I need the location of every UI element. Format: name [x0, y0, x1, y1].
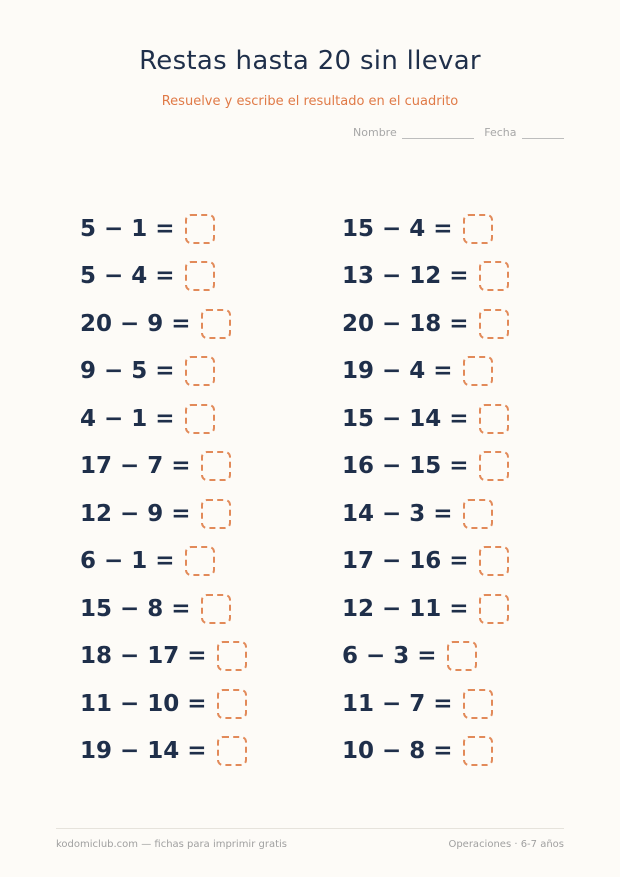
answer-box[interactable]: [479, 309, 509, 339]
name-date-fields: [353, 126, 564, 139]
problem-row: [342, 253, 509, 301]
right-problem-column: [342, 205, 509, 775]
answer-box[interactable]: [447, 641, 477, 671]
answer-box[interactable]: [463, 214, 493, 244]
problem-text: 9 − 5 =: [80, 358, 175, 385]
answer-box[interactable]: [479, 546, 509, 576]
answer-box[interactable]: [217, 689, 247, 719]
problem-text: 5 − 4 =: [80, 263, 175, 290]
problem-row: [80, 680, 247, 728]
problem-text: 11 − 10 =: [80, 690, 207, 717]
problem-row: [80, 538, 247, 586]
page-subtitle: Resuelve y escribe el resultado en el cuadrito: [161, 94, 459, 109]
problem-text: 10 − 8 =: [342, 738, 453, 765]
problem-row: [342, 490, 509, 538]
problem-text: 20 − 9 =: [80, 310, 191, 337]
answer-box[interactable]: [185, 356, 215, 386]
problem-text: 11 − 7 =: [342, 690, 453, 717]
name-label: Nombre: [353, 126, 397, 139]
footer-site-text: kodomiclub.com — fichas para imprimir gratis: [56, 839, 288, 850]
problem-row: [342, 680, 509, 728]
answer-box[interactable]: [201, 451, 231, 481]
answer-box[interactable]: [463, 356, 493, 386]
footer-divider: [56, 828, 564, 829]
problem-row: [342, 538, 509, 586]
problem-text: 20 − 18 =: [342, 310, 469, 337]
problem-text: 17 − 16 =: [342, 548, 469, 575]
problem-text: 15 − 14 =: [342, 405, 469, 432]
problem-text: 6 − 3 =: [342, 643, 437, 670]
answer-box[interactable]: [479, 404, 509, 434]
problem-text: 19 − 14 =: [80, 738, 207, 765]
problem-row: [342, 300, 509, 348]
problem-row: [80, 585, 247, 633]
problem-row: [80, 490, 247, 538]
answer-box[interactable]: [185, 214, 215, 244]
date-label: Fecha: [484, 126, 517, 139]
problem-row: [80, 633, 247, 681]
answer-box[interactable]: [463, 736, 493, 766]
answer-box[interactable]: [185, 261, 215, 291]
problem-text: 15 − 4 =: [342, 215, 453, 242]
answer-box[interactable]: [185, 546, 215, 576]
problem-text: 14 − 3 =: [342, 500, 453, 527]
left-problem-column: [80, 205, 247, 775]
problem-row: [342, 205, 509, 253]
answer-box[interactable]: [479, 261, 509, 291]
answer-box[interactable]: [201, 499, 231, 529]
problem-text: 15 − 8 =: [80, 595, 191, 622]
problem-row: [342, 348, 509, 396]
name-field[interactable]: [353, 126, 474, 139]
problem-text: 5 − 1 =: [80, 215, 175, 242]
answer-box[interactable]: [479, 594, 509, 624]
answer-box[interactable]: [217, 641, 247, 671]
problem-text: 16 − 15 =: [342, 453, 469, 480]
name-line: [402, 128, 474, 139]
problem-text: 13 − 12 =: [342, 263, 469, 290]
answer-box[interactable]: [201, 594, 231, 624]
problem-text: 6 − 1 =: [80, 548, 175, 575]
answer-box[interactable]: [463, 499, 493, 529]
problem-row: [342, 585, 509, 633]
problem-text: 4 − 1 =: [80, 405, 175, 432]
page-title: Restas hasta 20 sin llevar: [139, 46, 481, 76]
problem-row: [80, 443, 247, 491]
answer-box[interactable]: [217, 736, 247, 766]
problem-row: [342, 728, 509, 776]
problem-text: 12 − 11 =: [342, 595, 469, 622]
answer-box[interactable]: [463, 689, 493, 719]
answer-box[interactable]: [185, 404, 215, 434]
problem-row: [342, 395, 509, 443]
problem-text: 17 − 7 =: [80, 453, 191, 480]
answer-box[interactable]: [201, 309, 231, 339]
problem-row: [342, 633, 509, 681]
problem-row: [80, 395, 247, 443]
problem-row: [80, 300, 247, 348]
footer-category-text: Operaciones · 6-7 años: [448, 839, 564, 850]
problem-row: [80, 205, 247, 253]
problem-text: 12 − 9 =: [80, 500, 191, 527]
date-field[interactable]: [484, 126, 564, 139]
date-line: [522, 128, 564, 139]
problem-row: [80, 253, 247, 301]
problem-row: [80, 728, 247, 776]
problem-text: 19 − 4 =: [342, 358, 453, 385]
problem-text: 18 − 17 =: [80, 643, 207, 670]
answer-box[interactable]: [479, 451, 509, 481]
problem-row: [80, 348, 247, 396]
problem-row: [342, 443, 509, 491]
